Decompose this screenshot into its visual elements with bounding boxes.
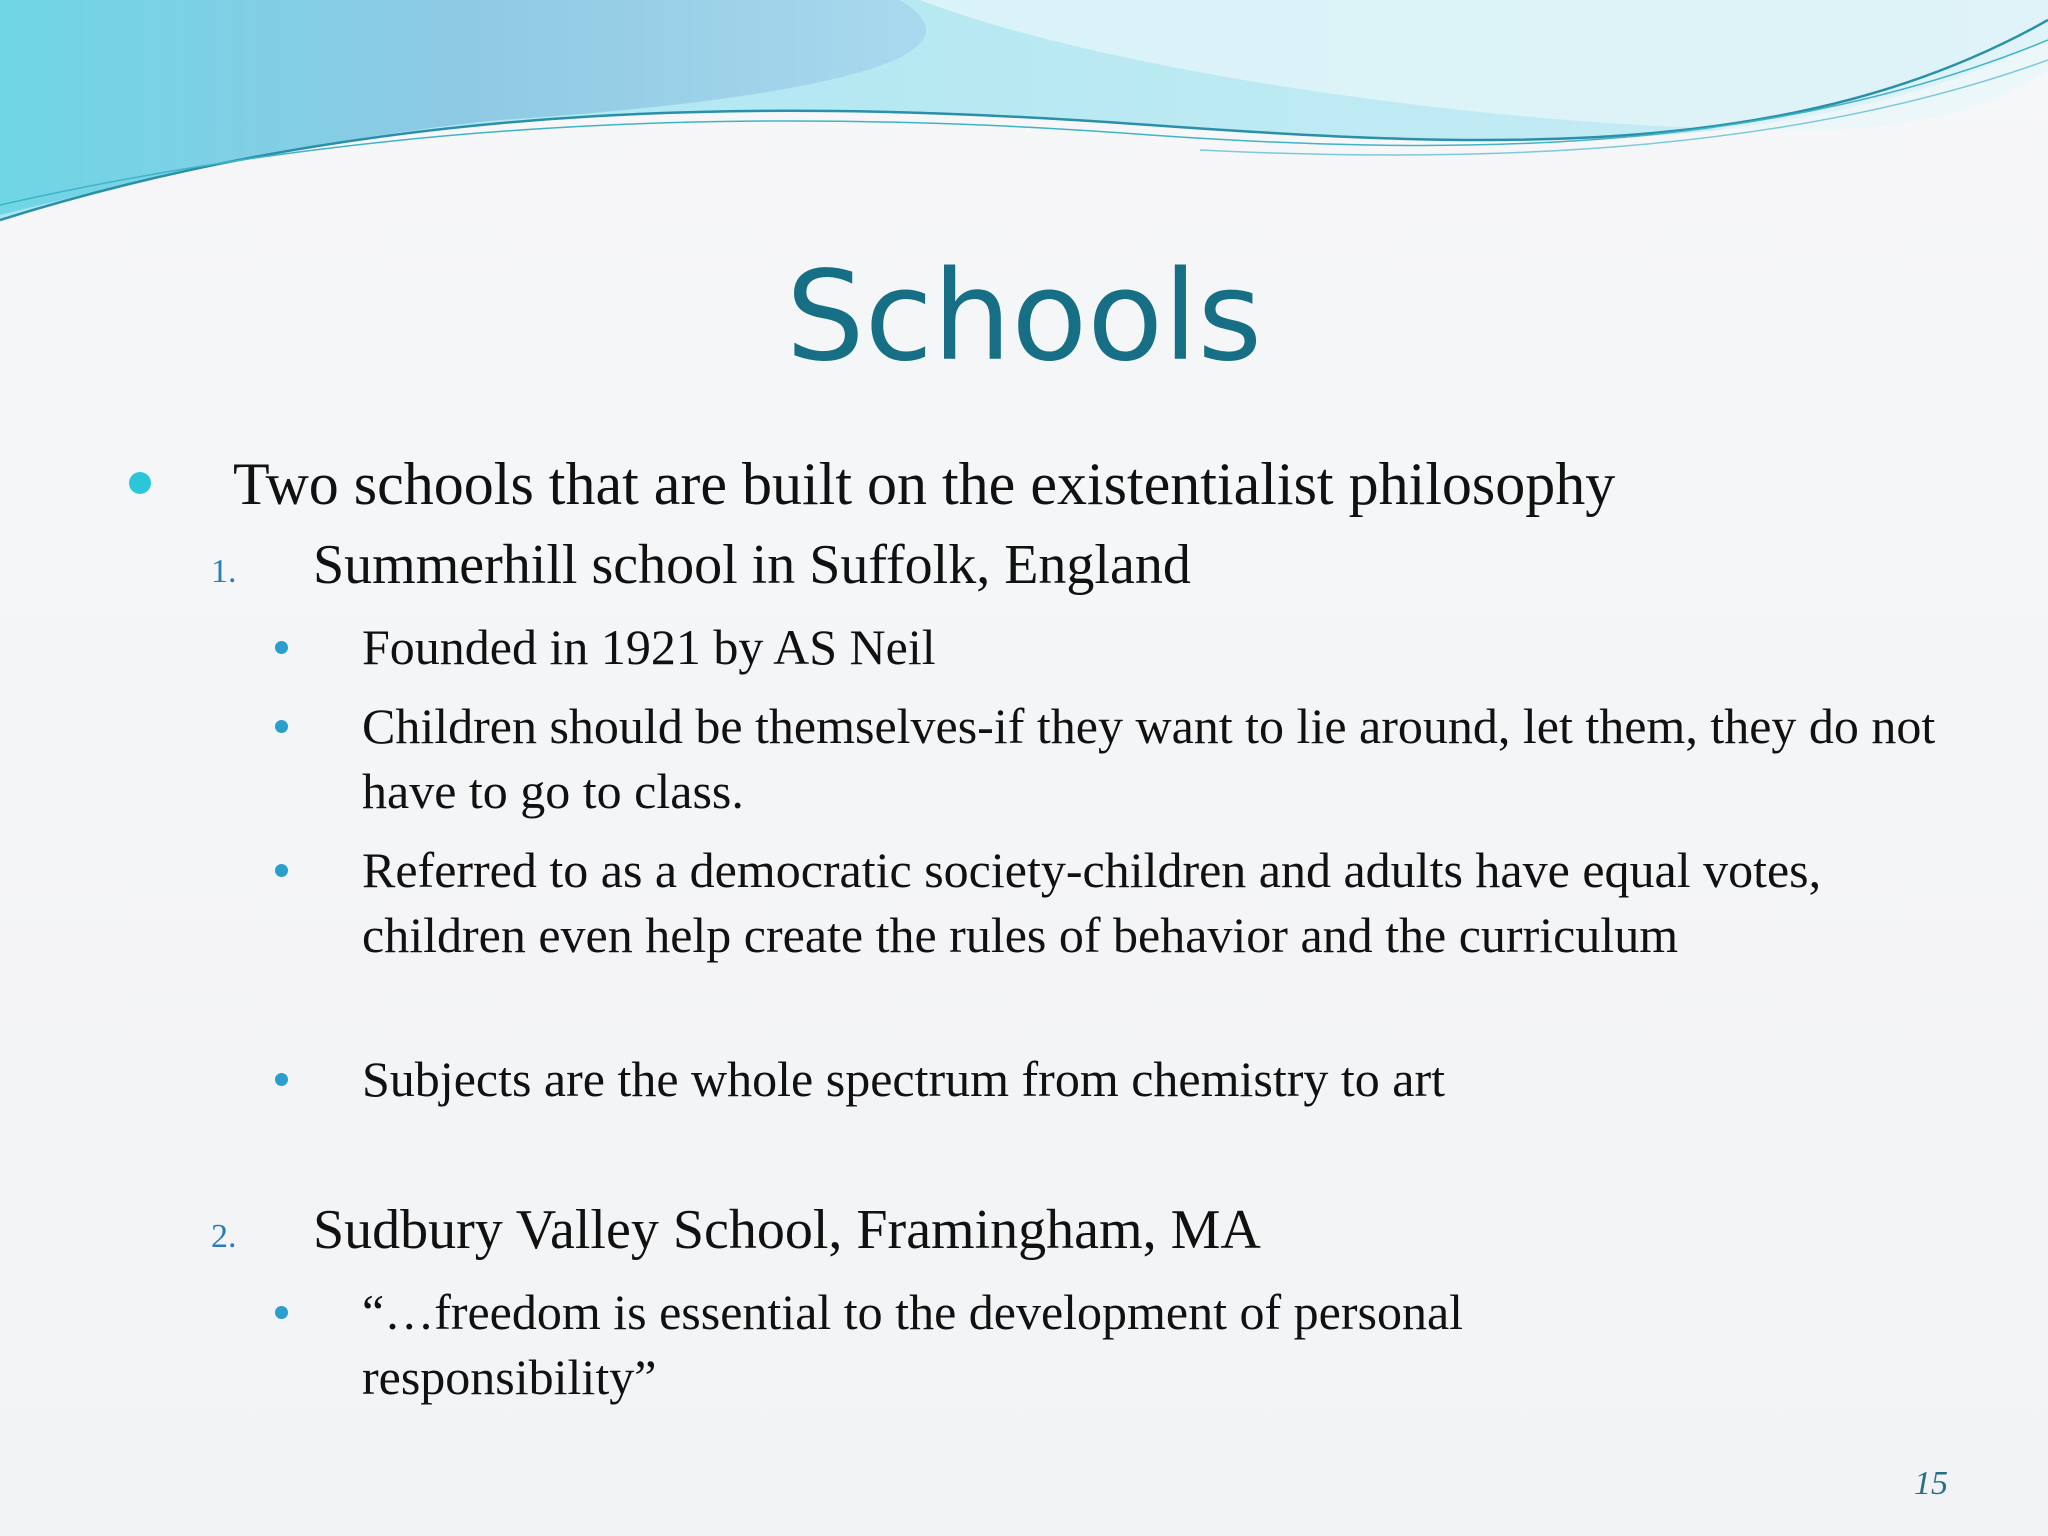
page-number: 15 (1914, 1465, 1948, 1502)
bullet-icon (275, 1073, 288, 1086)
list-number-2: 2. (211, 1218, 237, 1255)
school-2-detail: “…freedom is essential to the development of personal responsibility” (362, 1284, 1464, 1405)
bullet-icon (275, 720, 288, 733)
list-number-1: 1. (211, 553, 237, 590)
school-1-detail: Referred to as a democratic society-children and adults have equal votes, children even help create the rules of behavior and the curriculum (362, 842, 1822, 963)
school-1-detail: Children should be themselves-if they want to lie around, let them, they do not have to go to class. (362, 698, 1936, 819)
bullet-icon (275, 1306, 288, 1319)
bullet-icon (275, 641, 288, 654)
bullet-icon (129, 472, 151, 494)
bullet-icon (275, 864, 288, 877)
slide-title: Schools (785, 245, 1263, 389)
school-2-label: Sudbury Valley School, Framingham, MA (313, 1199, 1261, 1261)
school-1-detail: Subjects are the whole spectrum from chemistry to art (362, 1051, 1446, 1107)
school-1-label: Summerhill school in Suffolk, England (313, 534, 1191, 596)
main-bullet-text: Two schools that are built on the existentialist philosophy (233, 451, 1616, 517)
wave-decoration-icon (0, 0, 2048, 240)
school-1-detail: Founded in 1921 by AS Neil (362, 619, 936, 675)
